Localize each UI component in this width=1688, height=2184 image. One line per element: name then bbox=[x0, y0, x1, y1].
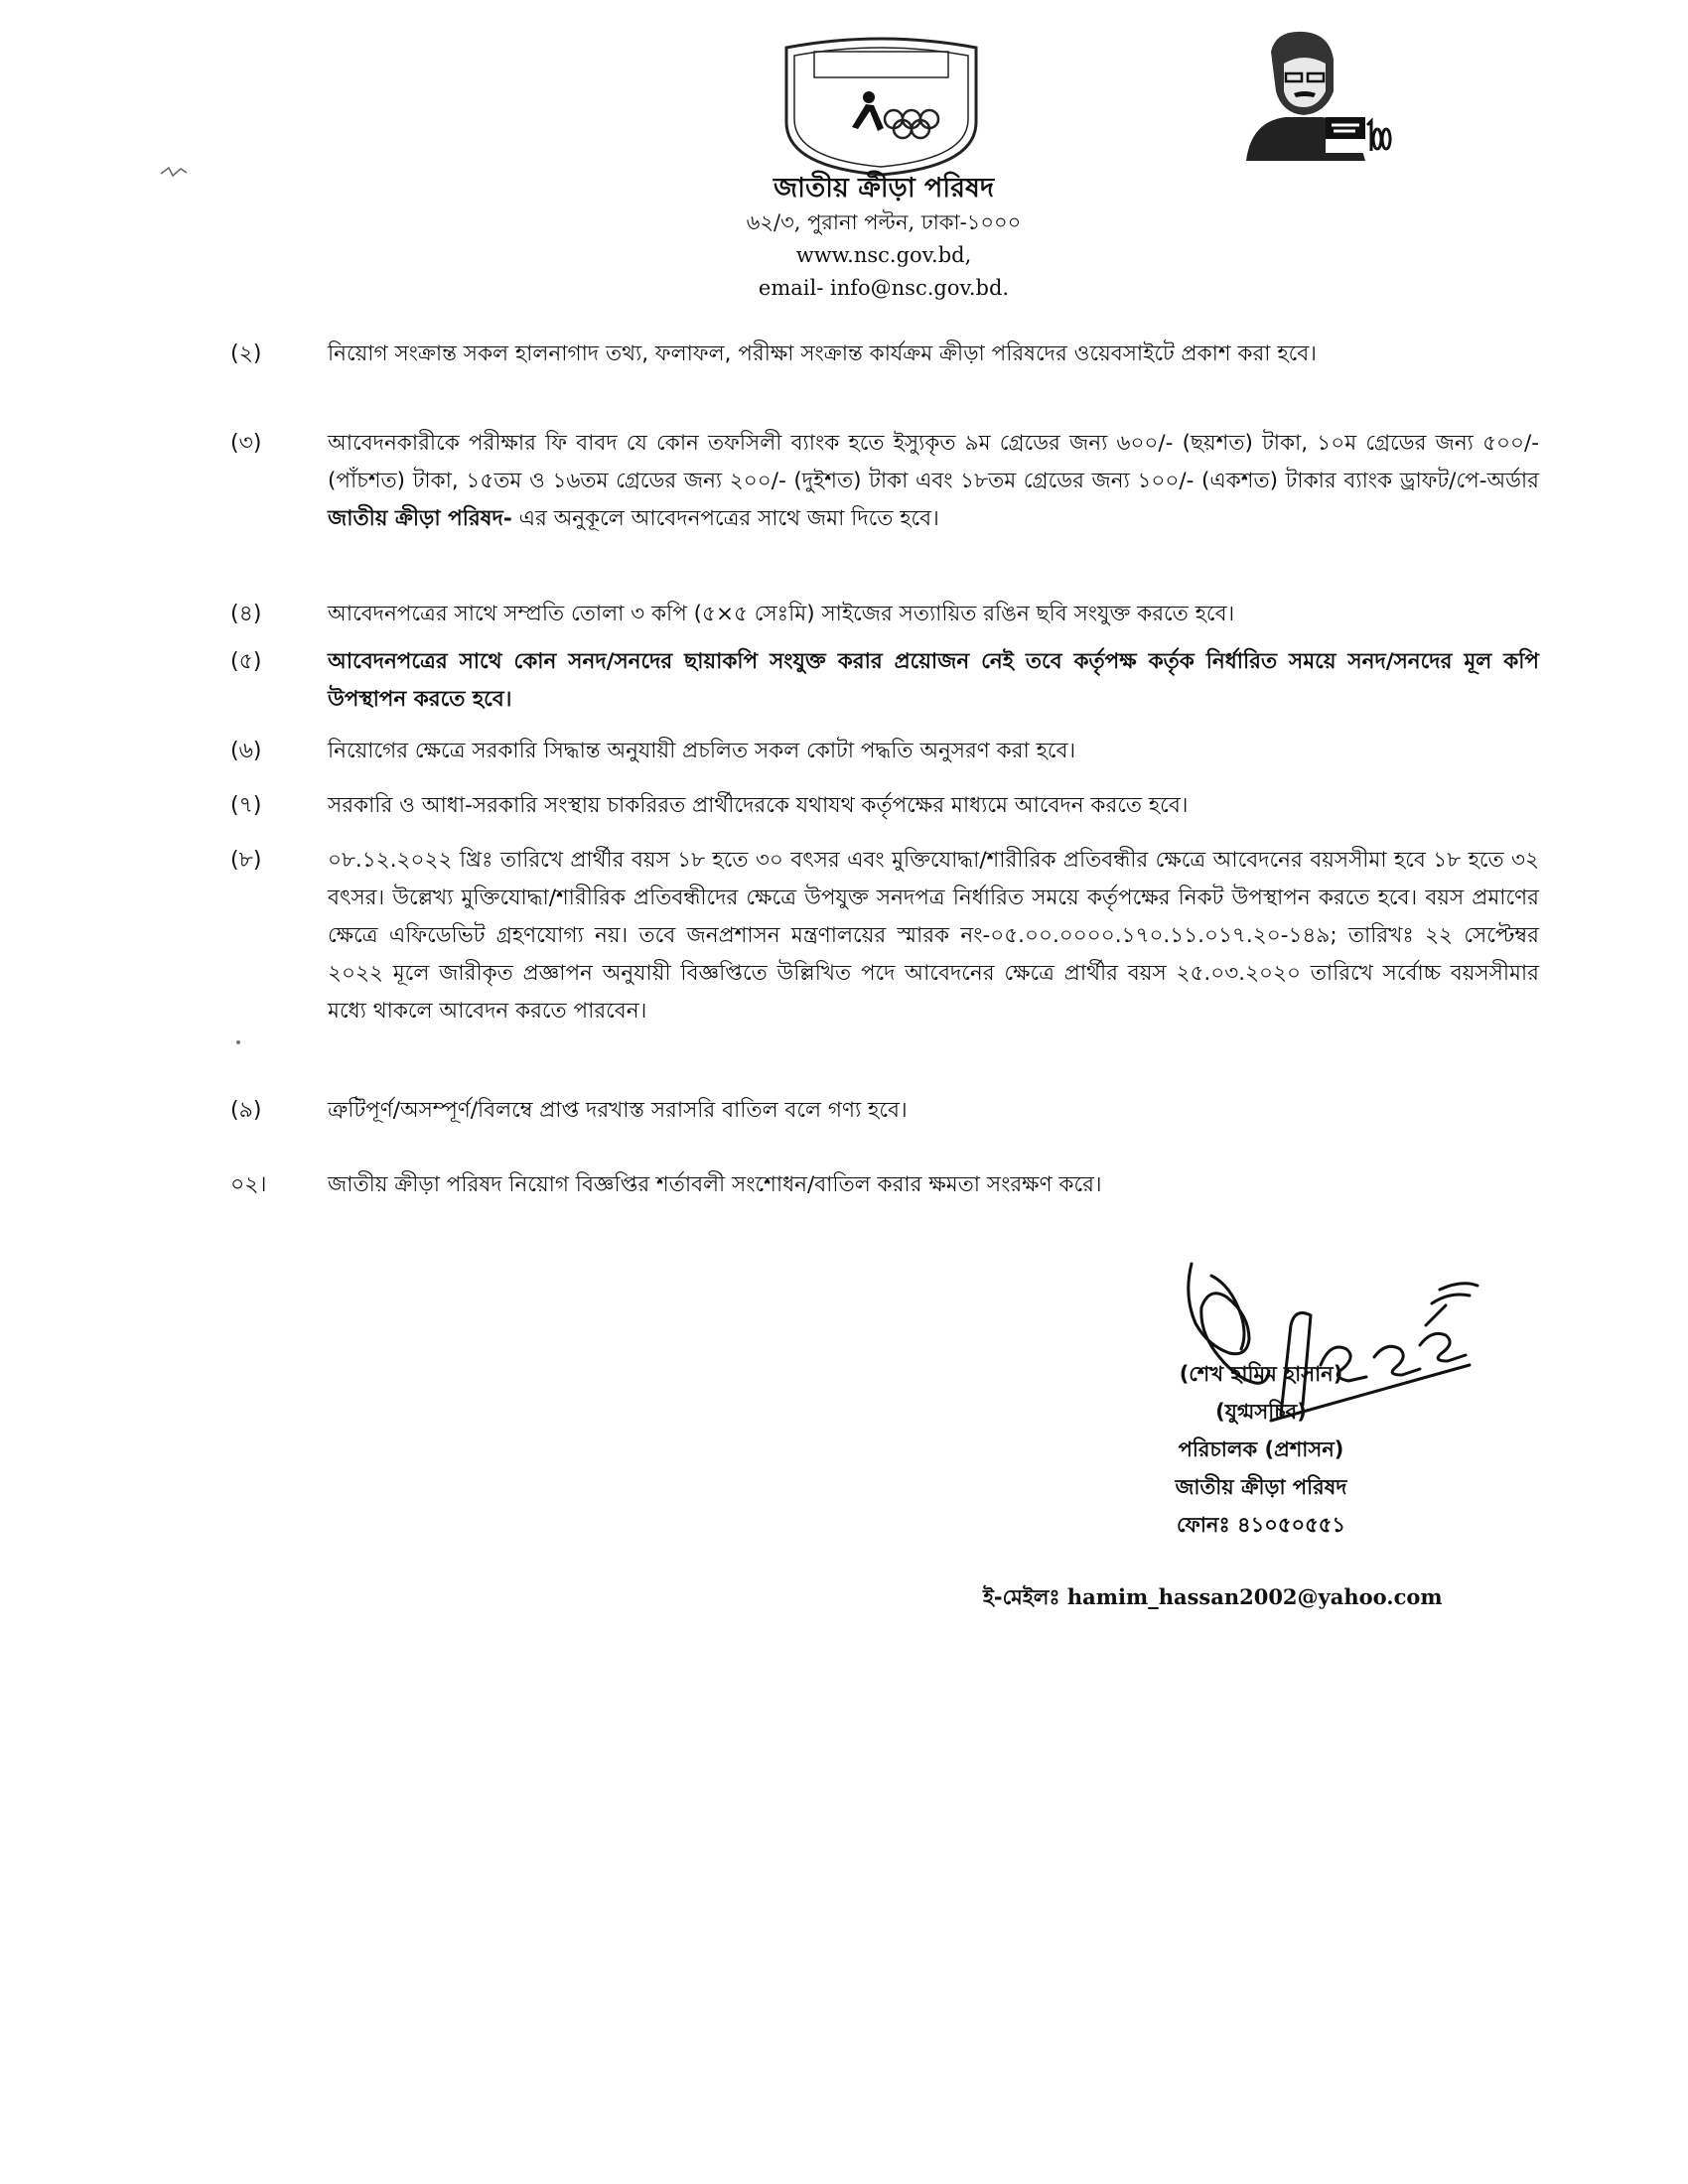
nsc-seal-logo bbox=[774, 28, 988, 179]
clause-text-bold: জাতীয় ক্রীড়া পরিষদ- bbox=[328, 506, 512, 531]
org-name: জাতীয় ক্রীড়া পরিষদ bbox=[773, 173, 995, 204]
clause-text: আবেদনপত্রের সাথে সম্প্রতি তোলা ৩ কপি (৫×৫ সেঃমি) সাইজের সত্যায়িত রঙিন ছবি সংযুক্ত করতে হবে। bbox=[328, 602, 1235, 626]
clause-number: ০২। bbox=[230, 1172, 267, 1197]
clause-text: ০৮.১২.২০২২ খ্রিঃ তারিখে প্রার্থীর বয়স ১৮ হতে ৩০ বৎসর এবং মুক্তিযোদ্ধা/শারীরিক প্রতিবন্ধীর ক্ষেত্রে আবেদনের বয়সসীমা হবে ১৮ হতে ৩২ বৎসর। উল্লেখ্য মুক্তিযোদ্ধা/শারীরিক প্রতিবন্ধীদের ক্ষেত্রে উপযুক্ত সনদপত্র নির্ধারিত সময়ে কর্তৃপক্ষের নিকট উপস্থাপন করতে হবে। বয়স প্রমাণের ক্ষেত্রে এফিডেভিট গ্রহণযোগ্য নয়। তবে জনপ্রশাসন মন্ত্রণালয়ের স্মারক নং-০৫.০০.০০০০.১৭০.১১.০১৭.২০-১৪৯; তারিখঃ ২২ সেপ্টেম্বর ২০২২ মূলে জারীকৃত প্রজ্ঞাপন অনুযায়ী বিজ্ঞপ্তিতে উল্লিখিত পদে আবেদনের ক্ষেত্রে প্রার্থীর বয়স ২৫.০৩.২০২০ তারিখে সর্বোচ্চ বয়সসীমার মধ্যে থাকলে আবেদন করতে পারবেন। bbox=[328, 848, 1539, 1024]
clause-text: আবেদনপত্রের সাথে কোন সনদ/সনদের ছায়াকপি সংযুক্ত করার প্রয়োজন নেই তবে কর্তৃপক্ষ কর্তৃক নির্ধারিত সময়ে সনদ/সনদের মূল কপি উপস্থাপন করতে হবে। bbox=[328, 649, 1539, 712]
signatory-name: (শেখ হামিম হাসান) bbox=[1179, 1362, 1343, 1386]
org-address: ৬২/৩, পুরানা পল্টন, ঢাকা-১০০০ bbox=[746, 210, 1022, 234]
clause-text: জাতীয় ক্রীড়া পরিষদ নিয়োগ বিজ্ঞপ্তির শর্তাবলী সংশোধন/বাতিল করার ক্ষমতা সংরক্ষণ করে। bbox=[328, 1172, 1102, 1197]
clause-number: (২) bbox=[230, 341, 262, 366]
clause-text: নিয়োগ সংক্রান্ত সকল হালনাগাদ তথ্য, ফলাফল, পরীক্ষা সংক্রান্ত কার্যক্রম ক্রীড়া পরিষদের ওয়েবসাইটে প্রকাশ করা হবে। bbox=[328, 341, 1317, 366]
clause-number: (৩) bbox=[230, 431, 262, 456]
clause-number: (৯) bbox=[230, 1098, 262, 1123]
clause-text-part: আবেদনকারীকে পরীক্ষার ফি বাবদ যে কোন তফসিলী ব্যাংক হতে ইস্যুকৃত ৯ম গ্রেডের জন্য ৬০০/- (ছয়শত) টাকা, ১০ম গ্রেডের জন্য ৫০০/- (পাঁচশত) টাকা, ১৫তম ও ১৬তম গ্রেডের জন্য ২০০/- (দুইশত) টাকা এবং ১৮তম গ্রেডের জন্য ১০০/- (একশত) টাকার ব্যাংক ড্রাফট/পে-অর্ডার bbox=[328, 431, 1539, 493]
email-label: ই-মেইলঃ bbox=[983, 1585, 1060, 1609]
stray-mark bbox=[159, 164, 189, 180]
clause-number: (৪) bbox=[230, 602, 262, 626]
clause-number: (৫) bbox=[230, 649, 262, 674]
signatory-designation: পরিচালক (প্রশাসন) bbox=[1178, 1437, 1344, 1461]
letterhead bbox=[645, 171, 1122, 305]
clause-text bbox=[328, 425, 1539, 538]
signatory-rank: (যুগ্মসচিব) bbox=[1215, 1400, 1307, 1424]
clause-text: ত্রুটিপূর্ণ/অসম্পূর্ণ/বিলম্বে প্রাপ্ত দরখাস্ত সরাসরি বাতিল বলে গণ্য হবে। bbox=[328, 1098, 908, 1123]
clause-number: (৮) bbox=[230, 848, 262, 873]
clause-number: (৬) bbox=[230, 739, 262, 763]
signatory-block bbox=[1082, 1355, 1440, 1544]
signatory-phone: ফোনঃ ৪১০৫০৫৫১ bbox=[1176, 1513, 1346, 1537]
org-website: www.nsc.gov.bd, bbox=[795, 243, 972, 267]
clause-text: সরকারি ও আধা-সরকারি সংস্থায় চাকরিরত প্রার্থীদেরকে যথাযথ কর্তৃপক্ষের মাধ্যমে আবেদন করতে হবে। bbox=[328, 793, 1189, 818]
org-email: email- info@nsc.gov.bd. bbox=[758, 276, 1010, 300]
clause-text-part: এর অনুকূলে আবেদনপত্রের সাথে জমা দিতে হবে। bbox=[511, 506, 939, 531]
portrait-mujib-100-logo bbox=[1226, 22, 1395, 161]
signatory-organization: জাতীয় ক্রীড়া পরিষদ bbox=[1175, 1475, 1347, 1499]
stray-dot bbox=[236, 1040, 240, 1044]
clause-number: (৭) bbox=[230, 793, 262, 818]
clause-text: নিয়োগের ক্ষেত্রে সরকারি সিদ্ধান্ত অনুযায়ী প্রচলিত সকল কোটা পদ্ধতি অনুসরণ করা হবে। bbox=[328, 739, 1076, 763]
email-address: hamim_hassan2002@yahoo.com bbox=[1066, 1584, 1443, 1609]
signatory-email-line bbox=[983, 1578, 1499, 1616]
